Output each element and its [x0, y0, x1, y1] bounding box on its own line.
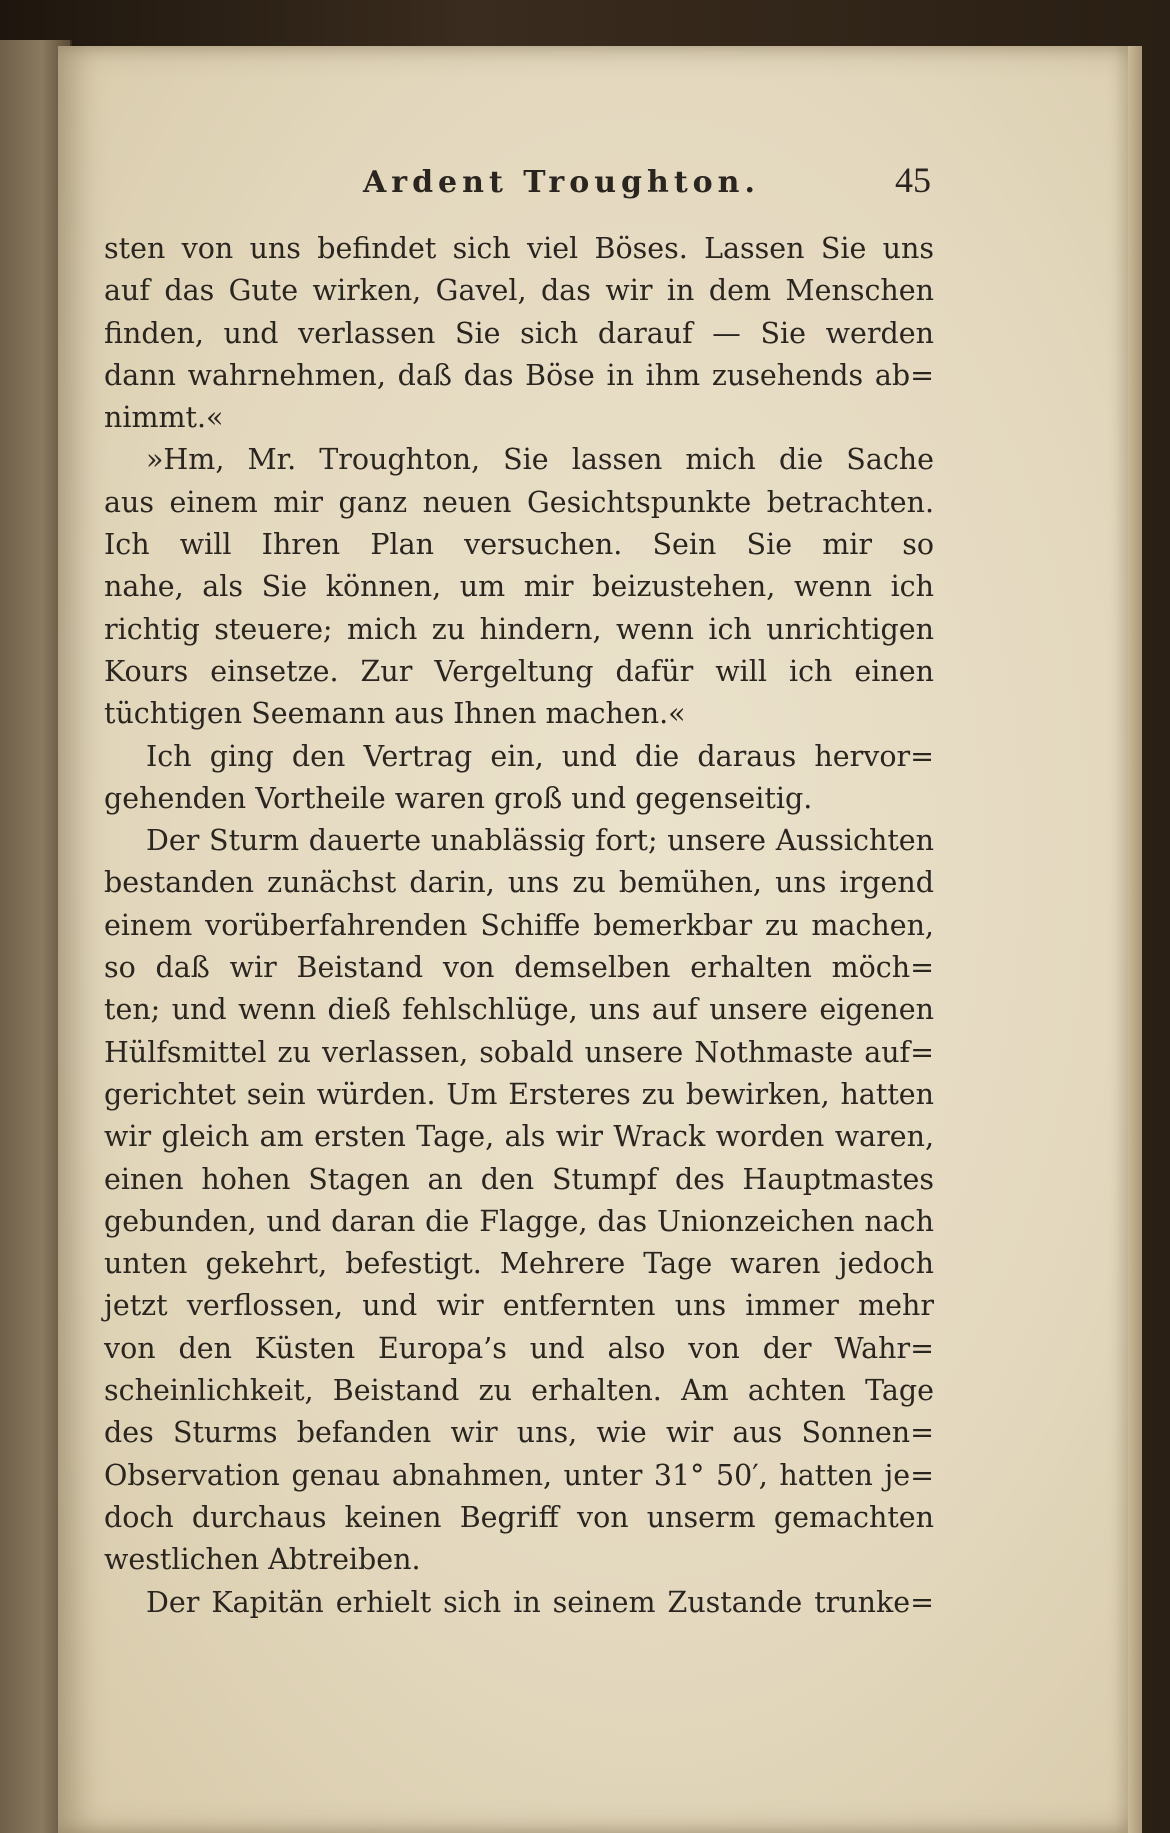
text-line: des Sturms befanden wir uns, wie wir aus Sonnen=	[104, 1416, 934, 1450]
text-line: tüchtigen Seemann aus Ihnen machen.«	[104, 697, 686, 731]
text-line: scheinlichkeit, Beistand zu erhalten. Am achten Tage	[104, 1374, 934, 1408]
text-line: Der Sturm dauerte unablässig fort; unsere Aussichten	[146, 824, 934, 858]
text-line: einen hohen Stagen an den Stumpf des Hauptmastes	[104, 1162, 934, 1196]
text-line: westlichen Abtreiben.	[104, 1543, 421, 1577]
page-number: 45	[895, 160, 931, 200]
text-line: Observation genau abnahmen, unter 31° 50′, hatten je=	[104, 1458, 934, 1492]
text-line: auf das Gute wirken, Gavel, das wir in dem Menschen	[104, 274, 934, 308]
text-line: Ich will Ihren Plan versuchen. Sein Sie mir so	[104, 528, 934, 562]
text-line: Hülfsmittel zu verlassen, sobald unsere Nothmaste auf=	[104, 1035, 934, 1069]
text-line: unten gekehrt, befestigt. Mehrere Tage waren jedoch	[104, 1247, 934, 1281]
running-head	[0, 160, 1170, 205]
text-line: so daß wir Beistand von demselben erhalten möch=	[104, 951, 934, 985]
text-line: wir gleich am ersten Tage, als wir Wrack worden waren,	[104, 1120, 934, 1154]
text-line: dann wahrnehmen, daß das Böse in ihm zusehends ab=	[104, 358, 934, 392]
text-line: nahe, als Sie können, um mir beizustehen, wenn ich	[104, 570, 934, 604]
text-line: von den Küsten Europa’s und also von der Wahr=	[104, 1331, 934, 1365]
text-line: einem vorüberfahrenden Schiffe bemerkbar zu machen,	[104, 908, 934, 942]
text-line: aus einem mir ganz neuen Gesichtspunkte betrachten.	[104, 485, 934, 519]
text-line: sten von uns befindet sich viel Böses. Lassen Sie uns	[104, 232, 934, 265]
text-line: nimmt.«	[104, 401, 224, 435]
text-line: Kours einsetze. Zur Vergeltung dafür will ich einen	[104, 654, 934, 688]
text-line: bestanden zunächst darin, uns zu bemühen, uns irgend	[104, 866, 934, 900]
running-title: Ardent Troughton.	[363, 165, 760, 200]
text-line: Ich ging den Vertrag ein, und die daraus hervor=	[146, 739, 934, 773]
page-edges	[1128, 46, 1142, 1833]
text-line: finden, und verlassen Sie sich darauf — Sie werden	[104, 316, 934, 350]
text-line: Der Kapitän erhielt sich in seinem Zustande trunke=	[146, 1585, 934, 1619]
text-line: gerichtet sein würden. Um Ersteres zu bewirken, hatten	[104, 1077, 934, 1111]
text-line: doch durchaus keinen Begriff von unserm gemachten	[104, 1500, 934, 1534]
text-line: richtig steuere; mich zu hindern, wenn ich unrichtigen	[104, 612, 934, 646]
text-line: »Hm, Mr. Troughton, Sie lassen mich die Sache	[146, 443, 934, 477]
body-text	[104, 228, 934, 1624]
text-line: jetzt verflossen, und wir entfernten uns immer mehr	[104, 1289, 934, 1323]
text-line: gehenden Vortheile waren groß und gegenseitig.	[104, 781, 813, 815]
text-line: gebunden, und daran die Flagge, das Unionzeichen nach	[104, 1204, 934, 1238]
text-line: ten; und wenn dieß fehlschlüge, uns auf unsere eigenen	[104, 993, 934, 1027]
